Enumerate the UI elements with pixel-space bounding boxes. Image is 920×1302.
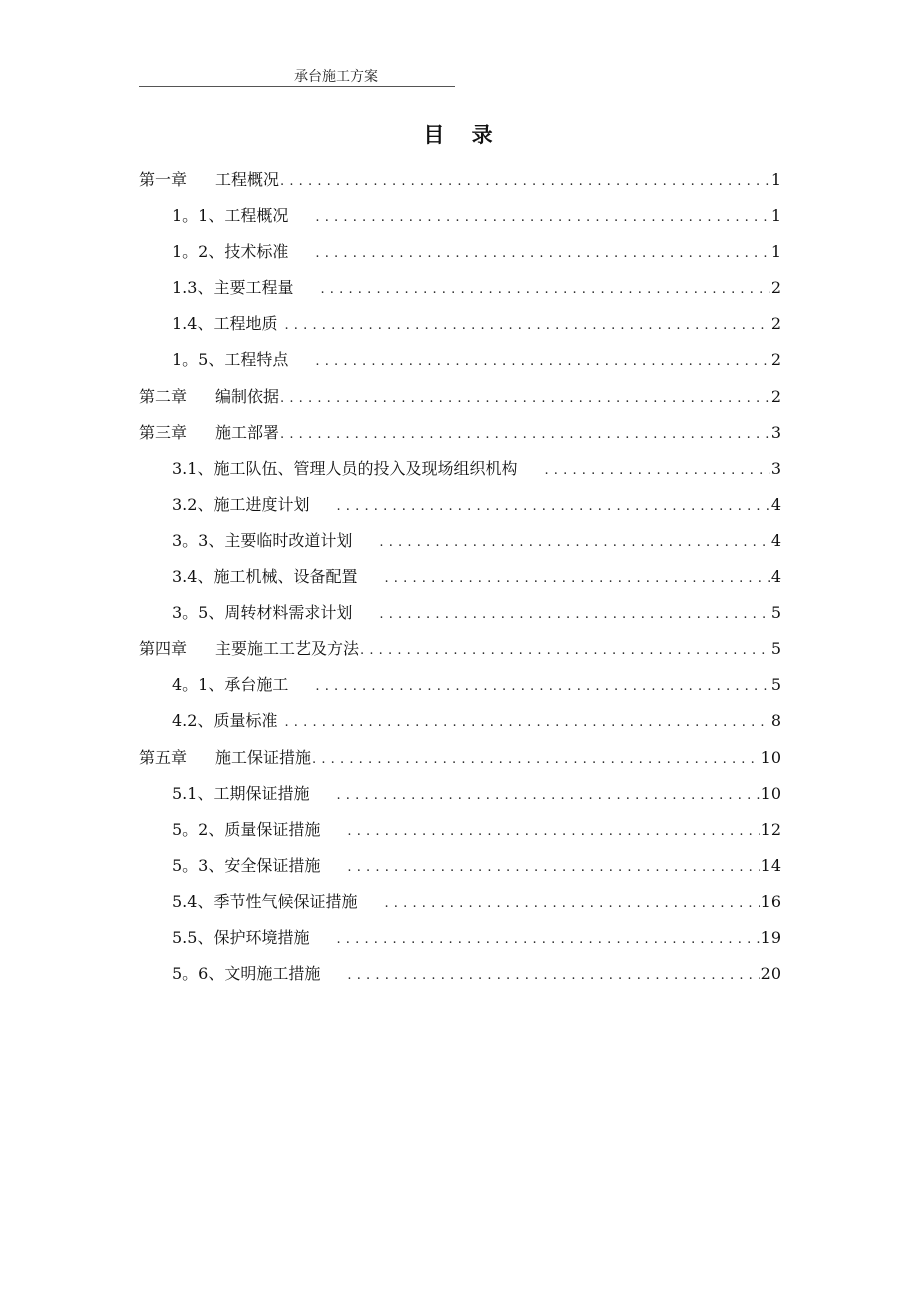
toc-chapter-entry[interactable] bbox=[139, 383, 781, 419]
toc-section-entry[interactable] bbox=[139, 491, 781, 527]
section-number: 1。1、 bbox=[172, 206, 225, 226]
page-number: 16 bbox=[760, 891, 781, 911]
dot-leader bbox=[320, 276, 769, 304]
dot-leader bbox=[360, 637, 770, 665]
toc-section-entry[interactable] bbox=[139, 780, 781, 816]
entry-title: 周转材料需求计划 bbox=[224, 603, 353, 623]
dot-leader bbox=[384, 890, 759, 918]
dot-leader bbox=[379, 529, 769, 557]
toc-entry-label bbox=[172, 346, 314, 374]
table-of-contents bbox=[139, 166, 781, 996]
section-number: 1.3、 bbox=[172, 278, 214, 298]
section-number: 1。2、 bbox=[172, 242, 225, 262]
toc-entry-label bbox=[172, 527, 378, 555]
toc-entry-label bbox=[172, 924, 335, 952]
toc-entry-label bbox=[139, 419, 279, 447]
entry-title: 施工保证措施 bbox=[215, 747, 312, 767]
toc-section-entry[interactable] bbox=[139, 707, 781, 743]
section-number: 5.5、 bbox=[172, 927, 214, 947]
entry-title: 施工队伍、管理人员的投入及现场组织机构 bbox=[213, 458, 518, 478]
toc-heading: 目 录 bbox=[423, 123, 503, 147]
page-number: 3 bbox=[770, 422, 781, 442]
section-number: 3。3、 bbox=[172, 530, 225, 550]
dot-leader bbox=[336, 926, 759, 954]
entry-title: 工期保证措施 bbox=[213, 783, 310, 803]
section-number: 3.2、 bbox=[172, 494, 214, 514]
entry-title: 施工机械、设备配置 bbox=[213, 567, 358, 587]
page-number: 10 bbox=[760, 747, 781, 767]
toc-entry-label bbox=[172, 563, 383, 591]
entry-title: 工程特点 bbox=[224, 350, 289, 370]
dot-leader bbox=[384, 565, 769, 593]
page-number: 2 bbox=[770, 386, 781, 406]
toc-entry-label bbox=[172, 888, 383, 916]
toc-entry-label bbox=[172, 671, 314, 699]
toc-section-entry[interactable] bbox=[139, 924, 781, 960]
entry-title: 承台施工 bbox=[224, 675, 289, 695]
page-number: 4 bbox=[770, 494, 781, 514]
toc-entry-label bbox=[172, 960, 346, 988]
entry-title: 质量保证措施 bbox=[224, 819, 321, 839]
dot-leader bbox=[347, 962, 759, 990]
section-number: 3。5、 bbox=[172, 603, 225, 623]
toc-entry-label bbox=[172, 491, 335, 519]
chapter-number: 第五章 bbox=[139, 747, 188, 767]
toc-section-entry[interactable] bbox=[139, 455, 781, 491]
section-number: 3.1、 bbox=[172, 458, 214, 478]
toc-entry-label bbox=[172, 202, 314, 230]
page-number: 2 bbox=[770, 350, 781, 370]
chapter-number: 第二章 bbox=[139, 386, 188, 406]
toc-section-entry[interactable] bbox=[139, 238, 781, 274]
dot-leader bbox=[347, 818, 759, 846]
page-number: 3 bbox=[770, 458, 781, 478]
page-number: 2 bbox=[770, 278, 781, 298]
toc-entry-label bbox=[172, 816, 346, 844]
toc-entry-label bbox=[172, 599, 378, 627]
entry-title: 技术标准 bbox=[224, 242, 289, 262]
entry-title: 工程概况 bbox=[224, 206, 289, 226]
dot-leader bbox=[544, 457, 769, 485]
toc-section-entry[interactable] bbox=[139, 202, 781, 238]
page-number: 5 bbox=[770, 639, 781, 659]
dot-leader bbox=[280, 385, 770, 413]
entry-title: 编制依据 bbox=[215, 386, 280, 406]
dot-leader bbox=[284, 312, 769, 340]
dot-leader bbox=[284, 709, 769, 737]
entry-title: 主要施工工艺及方法 bbox=[215, 639, 360, 659]
dot-leader bbox=[315, 240, 769, 268]
dot-leader bbox=[280, 421, 770, 449]
entry-title: 季节性气候保证措施 bbox=[213, 891, 358, 911]
dot-leader bbox=[347, 854, 759, 882]
dot-leader bbox=[336, 782, 759, 810]
page-number: 19 bbox=[760, 927, 781, 947]
toc-section-entry[interactable] bbox=[139, 852, 781, 888]
toc-entry-label bbox=[172, 455, 543, 483]
page-number: 5 bbox=[770, 603, 781, 623]
page-number: 10 bbox=[760, 783, 781, 803]
toc-entry-label bbox=[172, 274, 319, 302]
section-number: 5.1、 bbox=[172, 783, 214, 803]
page-number: 20 bbox=[760, 964, 781, 984]
dot-leader bbox=[312, 746, 760, 774]
dot-leader bbox=[379, 601, 769, 629]
toc-entry-label bbox=[172, 238, 314, 266]
dot-leader bbox=[315, 204, 769, 232]
page-number: 1 bbox=[770, 206, 781, 226]
section-number: 5.4、 bbox=[172, 891, 214, 911]
section-number: 1.4、 bbox=[172, 314, 214, 334]
page-number: 1 bbox=[770, 242, 781, 262]
toc-entry-label bbox=[139, 635, 359, 663]
page-number: 5 bbox=[770, 675, 781, 695]
toc-entry-label bbox=[139, 166, 279, 194]
toc-section-entry[interactable] bbox=[139, 671, 781, 707]
chapter-number: 第四章 bbox=[139, 639, 188, 659]
entry-title: 主要临时改道计划 bbox=[224, 530, 353, 550]
page-number: 8 bbox=[770, 711, 781, 731]
toc-section-entry[interactable] bbox=[139, 310, 781, 346]
chapter-number: 第三章 bbox=[139, 422, 188, 442]
dot-leader bbox=[315, 673, 769, 701]
page-number: 4 bbox=[770, 567, 781, 587]
entry-title: 施工进度计划 bbox=[213, 494, 310, 514]
toc-entry-label bbox=[172, 310, 283, 338]
section-number: 5。2、 bbox=[172, 819, 225, 839]
toc-entry-label bbox=[139, 383, 279, 411]
toc-entry-label bbox=[172, 852, 346, 880]
entry-title: 安全保证措施 bbox=[224, 855, 321, 875]
entry-title: 文明施工措施 bbox=[224, 964, 321, 984]
toc-chapter-entry[interactable] bbox=[139, 166, 781, 202]
entry-title: 质量标准 bbox=[213, 711, 278, 731]
toc-section-entry[interactable] bbox=[139, 527, 781, 563]
section-number: 1。5、 bbox=[172, 350, 225, 370]
toc-chapter-entry[interactable] bbox=[139, 419, 781, 455]
toc-entry-label bbox=[172, 780, 335, 808]
page-number: 4 bbox=[770, 530, 781, 550]
entry-title: 保护环境措施 bbox=[213, 927, 310, 947]
page-number: 1 bbox=[770, 170, 781, 189]
page-number: 12 bbox=[760, 819, 781, 839]
toc-section-entry[interactable] bbox=[139, 960, 781, 996]
section-number: 5。6、 bbox=[172, 964, 225, 984]
dot-leader bbox=[315, 348, 769, 376]
entry-title: 主要工程量 bbox=[213, 278, 294, 298]
section-number: 3.4、 bbox=[172, 567, 214, 587]
section-number: 5。3、 bbox=[172, 855, 225, 875]
toc-chapter-entry[interactable] bbox=[139, 635, 781, 671]
toc-chapter-entry[interactable] bbox=[139, 744, 781, 780]
toc-entry-label bbox=[172, 707, 283, 735]
toc-section-entry[interactable] bbox=[139, 888, 781, 924]
entry-title: 工程地质 bbox=[213, 314, 278, 334]
toc-section-entry[interactable] bbox=[139, 563, 781, 599]
page-number: 2 bbox=[770, 314, 781, 334]
chapter-number: 第一章 bbox=[139, 170, 188, 189]
entry-title: 工程概况 bbox=[215, 170, 280, 189]
page-number: 14 bbox=[760, 855, 781, 875]
toc-entry-label bbox=[139, 744, 311, 772]
page-header bbox=[139, 68, 455, 87]
dot-leader bbox=[280, 168, 770, 196]
section-number: 4.2、 bbox=[172, 711, 214, 731]
entry-title: 施工部署 bbox=[215, 422, 280, 442]
toc-section-entry[interactable] bbox=[139, 816, 781, 852]
document-title: 承台施工方案 bbox=[294, 69, 378, 85]
section-number: 4。1、 bbox=[172, 675, 225, 695]
toc-section-entry[interactable] bbox=[139, 599, 781, 635]
dot-leader bbox=[336, 493, 769, 521]
toc-section-entry[interactable] bbox=[139, 346, 781, 382]
toc-section-entry[interactable] bbox=[139, 274, 781, 310]
